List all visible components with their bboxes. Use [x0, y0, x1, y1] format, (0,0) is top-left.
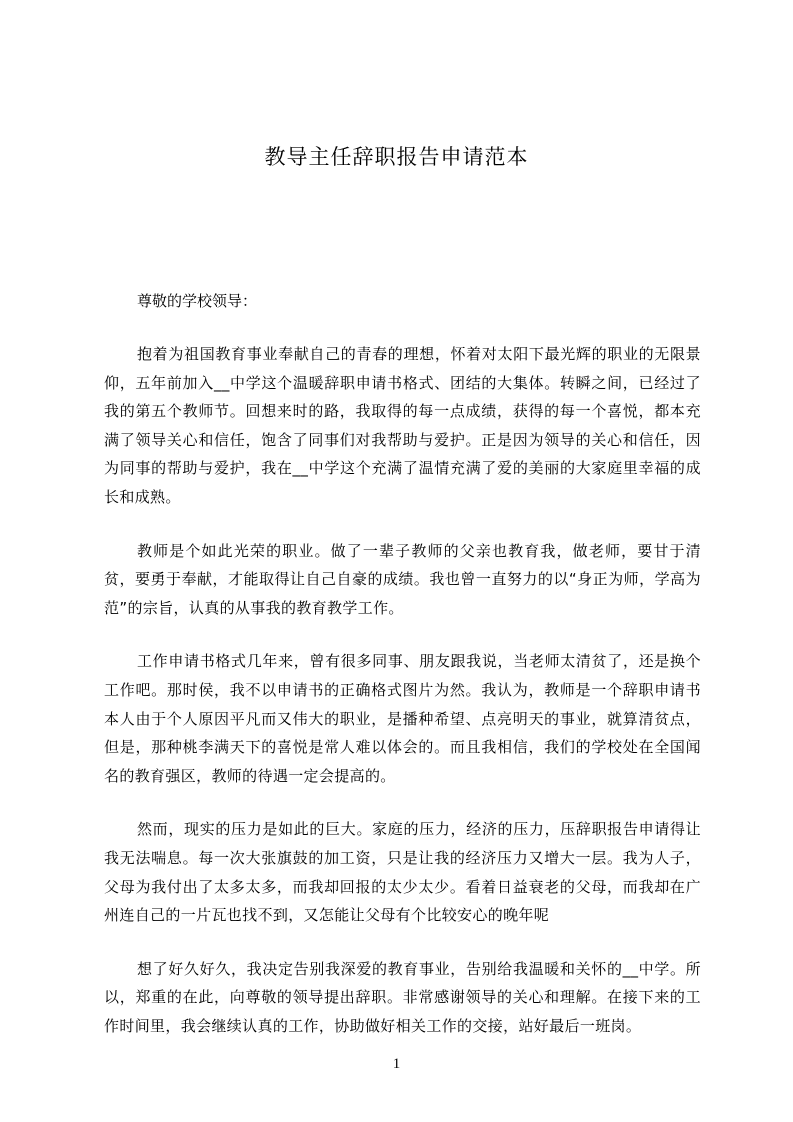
- salutation: 尊敬的学校领导：: [137, 292, 258, 310]
- document-title: 教导主任辞职报告申请范本: [264, 145, 529, 169]
- paragraph-3: 工作申请书格式几年来，曾有很多同事、朋友跟我说，当老师太清贫了，还是换个工作吧。那时侯，我不以申请书的正确格式图片为然。我认为，教师是一个辞职申请书本人由于个人原因平凡而又伟大的职业，是播种希望、点亮明天的事业，就算清贫点，但是，那种桃李满天下的喜悦是常人难以体会的。而且我相信，我们的学校处在全国闻名的教育强区，教师的待遇一定会提高的。: [104, 652, 701, 785]
- paragraph-4: 然而，现实的压力是如此的巨大。家庭的压力，经济的压力，压辞职报告申请得让我无法喘息。每一次大张旗鼓的加工资，只是让我的经济压力又增大一层。我为人子，父母为我付出了太多太多，而我却回报的太少太少。看着日益衰老的父母，而我却在广州连自己的一片瓦也找不到，又怎能让父母有个比较安心的晚年呢: [104, 820, 701, 925]
- paragraph-5: 想了好久好久，我决定告别我深爱的教育事业，告别给我温暖和关怀的__中学。所以，郑重的在此，向尊敬的领导提出辞职。非常感谢领导的关心和理解。在接下来的工作时间里，我会继续认真的工作，协助做好相关工作的交接，站好最后一班岗。: [104, 959, 701, 1035]
- paragraph-2: 教师是个如此光荣的职业。做了一辈子教师的父亲也教育我，做老师，要甘于清贫，要勇于奉献，才能取得让自己自豪的成绩。我也曾一直努力的以“身正为师，学高为范”的宗旨，认真的从事我的教育教学工作。: [104, 541, 701, 617]
- paragraph-1: 抱着为祖国教育事业奉献自己的青春的理想，怀着对太阳下最光辉的职业的无限景仰，五年前加入__中学这个温暖辞职申请书格式、团结的大集体。转瞬之间，已经过了我的第五个教师节。回想来时的路，我取得的每一点成绩，获得的每一个喜悦，都本充满了领导关心和信任，饱含了同事们对我帮助与爱护。正是因为领导的关心和信任，因为同事的帮助与爱护，我在__中学这个充满了温情充满了爱的美丽的大家庭里幸福的成长和成熟。: [104, 345, 701, 506]
- document-body: [104, 340, 701, 1065]
- page-number: 1: [392, 1056, 401, 1072]
